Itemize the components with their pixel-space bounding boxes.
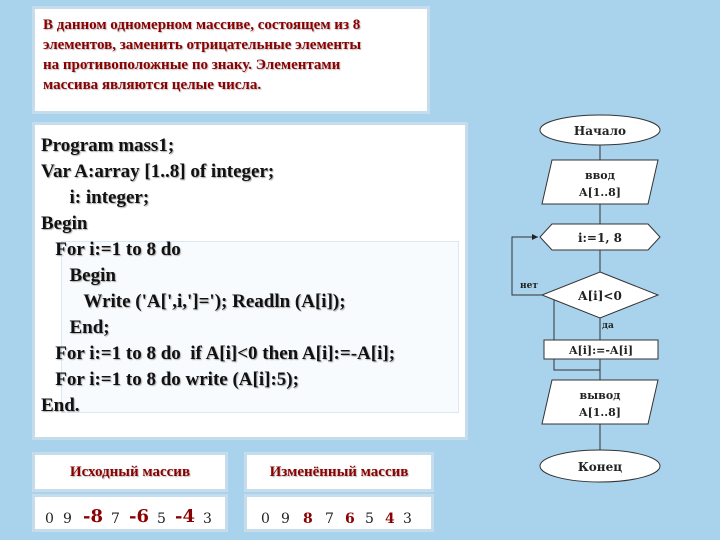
start-label: Начало (573, 124, 627, 138)
changed-array-label: Изменённый массив (269, 463, 409, 480)
changed-array-value: 5 (365, 511, 374, 527)
code-line: For i:=1 to 8 do write (A[i]:5); (41, 369, 299, 390)
source-array-value: -6 (129, 506, 149, 527)
yes-branch-label: да (602, 321, 614, 331)
changed-array-value: 7 (325, 511, 334, 527)
source-array-value: -8 (83, 506, 103, 527)
changed-array-label-box (244, 452, 434, 492)
code-line: End. (41, 395, 80, 416)
source-array-box (32, 494, 228, 532)
changed-array-value: 3 (403, 511, 412, 527)
source-array-value: 5 (157, 511, 166, 527)
loop-label: i:=1, 8 (577, 231, 623, 245)
code-line: Write ('A[',i,']='); Readln (A[i]); (41, 291, 346, 312)
code-line: For i:=1 to 8 do (41, 239, 181, 260)
code-line: i: integer; (41, 187, 150, 208)
task-statement-box (32, 6, 430, 114)
code-line: End; (41, 317, 110, 338)
code-line: Program mass1; (41, 135, 175, 156)
code-line: Var A:array [1..8] of integer; (41, 161, 275, 182)
condition-label: A[i]<0 (578, 289, 622, 303)
source-array-label: Исходный массив (69, 463, 191, 480)
changed-array-value: 6 (345, 511, 355, 527)
input-label-line2: A[1..8] (579, 186, 621, 199)
program-code-box (32, 122, 468, 440)
source-array-value: 9 (63, 511, 72, 527)
source-array-value: 3 (203, 511, 212, 527)
output-label-line1: вывод (579, 389, 621, 402)
changed-array-value: 4 (385, 511, 395, 527)
source-array-label-box (32, 452, 228, 492)
source-array-value: 7 (111, 511, 120, 527)
output-label-line2: A[1..8] (579, 406, 621, 419)
input-label-line1: ввод (585, 169, 615, 182)
code-line: Begin (41, 213, 88, 234)
code-line: Begin (41, 265, 116, 286)
no-branch-label: нет (520, 281, 538, 291)
changed-array-value: 0 (261, 511, 270, 527)
changed-array-value: 9 (281, 511, 290, 527)
code-line: For i:=1 to 8 do if A[i]<0 then A[i]:=-A[i]; (41, 343, 396, 364)
end-label: Конец (577, 460, 623, 474)
source-array-value: 0 (45, 511, 54, 527)
task-statement-text: В данном одномерном массиве, состоящем из 8 элементов, заменить отрицательные элементы на противоположные по знаку. Элементами массива являются целые числа. (43, 17, 362, 93)
source-array-value: -4 (175, 506, 195, 527)
changed-array-box (244, 494, 434, 532)
changed-array-value: 8 (303, 511, 313, 527)
action-label: A[i]:=-A[i] (568, 344, 634, 357)
flowchart (490, 108, 670, 488)
